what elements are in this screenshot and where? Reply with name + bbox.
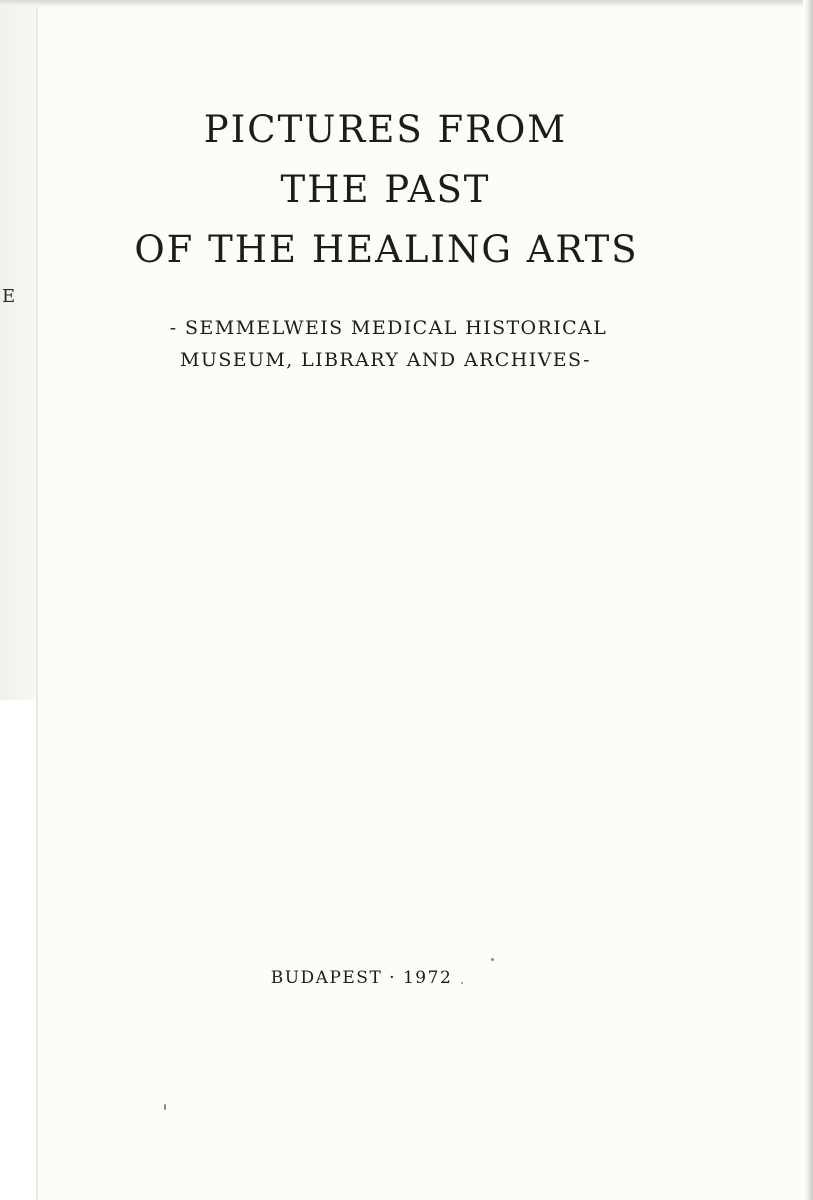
paper-speck bbox=[164, 1104, 166, 1110]
facing-page-edge-lower bbox=[0, 700, 36, 1200]
top-page-edge bbox=[0, 0, 813, 8]
title-line: PICTURES FROM bbox=[203, 108, 568, 151]
book-subtitle bbox=[0, 312, 813, 376]
paper-speck bbox=[461, 982, 463, 984]
subtitle-line: MUSEUM, LIBRARY AND ARCHIVES- bbox=[180, 349, 591, 371]
facing-page-letter: E bbox=[2, 286, 16, 307]
title-line: OF THE HEALING ARTS bbox=[134, 228, 639, 271]
title-line: THE PAST bbox=[280, 168, 491, 211]
publication-imprint bbox=[0, 968, 813, 988]
book-title bbox=[0, 100, 813, 280]
paper-speck bbox=[491, 958, 494, 961]
subtitle-line: - SEMMELWEIS MEDICAL HISTORICAL bbox=[169, 317, 608, 339]
imprint-text: BUDAPEST · 1972 bbox=[270, 968, 453, 988]
